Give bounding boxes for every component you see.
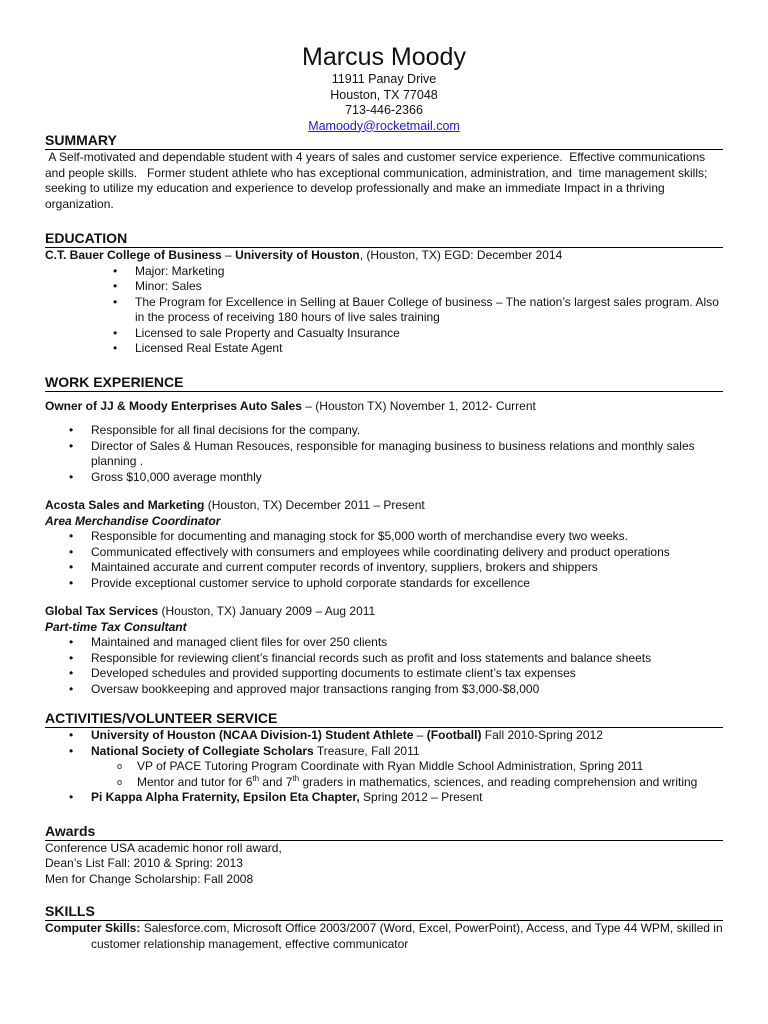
education-school-line [45,248,723,264]
resume-header [0,42,768,134]
list-item [91,744,723,791]
list-item: • Developed schedules and provided supporting documents to estimate client’s tax expenses [91,666,723,682]
job-3-detail: (Houston, TX) January 2009 – Aug 2011 [158,604,376,618]
job-3-header [45,604,723,620]
job-2-header [45,498,723,514]
job-3-title: Part-time Tax Consultant [45,619,187,634]
list-item: • Minor: Sales [135,279,723,295]
address-line-1: 11911 Panay Drive [331,72,437,86]
list-item [91,790,723,806]
list-item: • The Program for Excellence in Selling at Bauer College of business – The nation’s largest sales program. Also in the process of receiving 180 hours of live sales training [135,295,723,326]
list-item: o VP of PACE Tutoring Program Coordinate with Ryan Middle School Administration, Spring 2011 [137,759,723,775]
list-item: • Licensed Real Estate Agent [135,341,723,357]
activity-3-name: Pi Kappa Alpha Fraternity, Epsilon Eta Chapter, [91,790,360,804]
activities-list [45,728,723,806]
phone-number: 713-446-2366 [345,103,423,117]
summary-heading: SUMMARY [45,131,723,150]
candidate-name: Marcus Moody [302,43,466,71]
activity-2-name: National Society of Collegiate Scholars [91,743,314,758]
sub-text-c: graders in mathematics, sciences, and reading comprehension and writing [299,774,698,789]
activity-2-sublist [91,759,723,790]
list-item: • Responsible for reviewing client’s financial records such as profit and loss statements and balance sheets [91,651,723,667]
list-item: • Responsible for documenting and managing stock for $5,000 worth of merchandise every two weeks. [91,529,723,545]
skills-text [45,921,723,952]
job-2-list [45,529,723,591]
sub-text-b: and 7 [259,774,293,789]
list-item: • Major: Marketing [135,264,723,280]
list-item: • Oversaw bookkeeping and approved major transactions ranging from $3,000-$8,000 [91,682,723,698]
work-heading: WORK EXPERIENCE [45,373,723,392]
activity-3-dates: Spring 2012 – Present [359,790,483,804]
school-name: C.T. Bauer College of Business [45,248,222,262]
job-1-header [45,399,723,415]
university-name: University of Houston [235,248,360,262]
job-2-title: Area Merchandise Coordinator [45,513,221,528]
list-item: • Director of Sales & Human Resouces, responsible for managing business to business relations and monthly sales planning . [91,439,723,470]
skills-label: Computer Skills: [45,921,141,935]
job-2-detail: (Houston, TX) December 2011 – Present [204,498,425,512]
list-item: • Maintained accurate and current computer records of inventory, suppliers, brokers and shippers [91,560,723,576]
job-3-company: Global Tax Services [45,604,159,618]
skills-detail: Salesforce.com, Microsoft Office 2003/2007 (Word, Excel, PowerPoint), Access, and Type 44 WPM, skilled in customer relationship management, effective communicator [91,921,723,951]
list-item: • Communicated effectively with consumers and employees while coordinating delivery and product operations [91,545,723,561]
education-list [45,264,723,357]
activity-1-dates: Fall 2010-Spring 2012 [481,728,603,742]
list-item: • Licensed to sale Property and Casualty Insurance [135,326,723,342]
address-line-2: Houston, TX 77048 [330,87,438,102]
list-item [137,775,723,791]
education-detail: , (Houston, TX) EGD: December 2014 [359,248,563,262]
award-line: Conference USA academic honor roll award, [45,840,282,855]
list-item: • Responsible for all final decisions for the company. [91,423,723,439]
job-3-list [45,635,723,697]
award-line: Men for Change Scholarship: Fall 2008 [45,871,254,886]
summary-text: A Self-motivated and dependable student with 4 years of sales and customer service experience. Effective communications and people skills. Former student athlete who has exceptional communication, administration, and time management skills; seeking to utilize my education and experience to develop professionally and make an immediate Impact in a thriving organization. [45,150,711,211]
activity-1-sport: (Football) [426,728,482,742]
award-line: Dean’s List Fall: 2010 & Spring: 2013 [45,856,243,870]
job-1-list [45,423,723,485]
job-1-company: Owner of JJ & Moody Enterprises Auto Sales [45,398,302,413]
email-link[interactable]: Mamoody@rocketmail.com [308,118,460,133]
awards-heading: Awards [45,822,723,841]
activities-heading: ACTIVITIES/VOLUNTEER SERVICE [45,709,723,728]
skills-heading: SKILLS [45,902,723,921]
job-2-company: Acosta Sales and Marketing [45,498,205,512]
list-item [91,728,723,744]
list-item: • Maintained and managed client files for over 250 clients [91,635,723,651]
activity-1-name: University of Houston (NCAA Division-1) Student Athlete [91,728,414,742]
school-dash: – [221,248,236,262]
superscript: th [252,773,260,783]
sub-text-a: Mentor and tutor for 6 [137,774,253,789]
activity-2-role: Treasure, Fall 2011 [313,743,420,758]
resume-body [45,131,723,952]
activity-1-dash: – [413,728,427,742]
education-heading: EDUCATION [45,229,723,248]
job-1-detail: – (Houston TX) November 1, 2012- Current [301,398,536,413]
superscript: th [292,773,300,783]
list-item: • Provide exceptional customer service to uphold corporate standards for excellence [91,576,723,592]
list-item: • Gross $10,000 average monthly [91,470,723,486]
